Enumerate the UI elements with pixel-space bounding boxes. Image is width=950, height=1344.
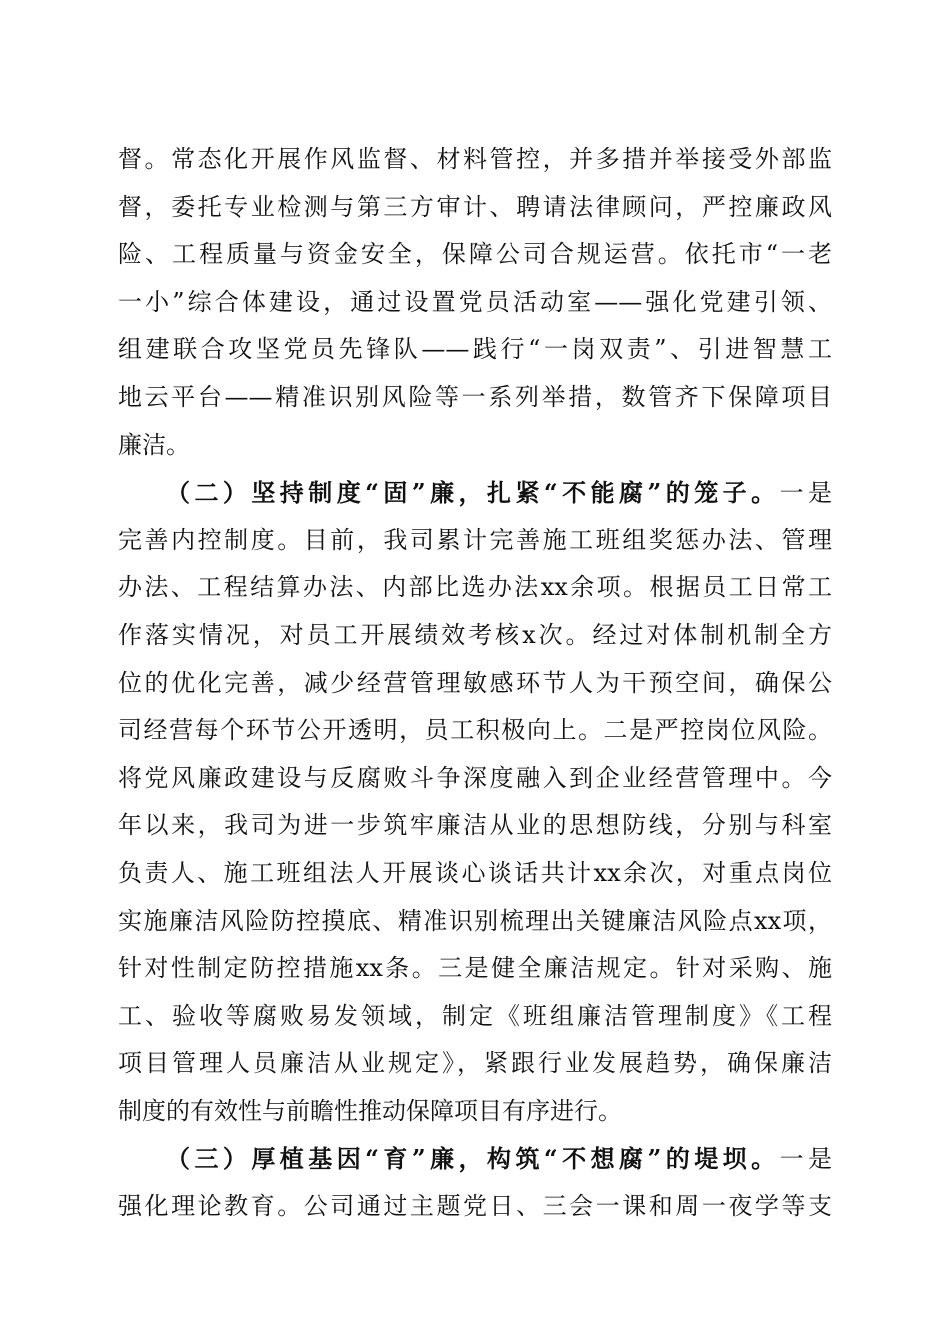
section-heading: （三）厚植基因“育”廉，构筑“不想腐”的堤坝。	[166, 1144, 780, 1174]
text-line: 地云平台——精准识别风险等一系列举措，数管齐下保障项目	[118, 382, 832, 411]
section-heading: （二）坚持制度“固”廉，扎紧“不能腐”的笼子。	[166, 478, 780, 508]
text-line: 司经营每个环节公开透明，员工积极向上。二是严控岗位风险。	[118, 716, 832, 745]
text-line: 位的优化完善，减少经营管理敏感环节人为干预空间，确保公	[118, 668, 832, 697]
text-line: 年以来，我司为进一步筑牢廉洁从业的思想防线，分别与科室	[118, 811, 832, 840]
text-line: 险、工程质量与资金安全，保障公司合规运营。依托市“一老	[118, 240, 832, 269]
text-line: 督。常态化开展作风监督、材料管控，并多措并举接受外部监	[118, 145, 832, 173]
text-line: 针对性制定防控措施xx条。三是健全廉洁规定。针对采购、施	[118, 954, 832, 983]
text-line: 办法、工程结算办法、内部比选办法xx余项。根据员工日常工	[118, 573, 832, 602]
text-line: 将党风廉政建设与反腐败斗争深度融入到企业经营管理中。今	[118, 763, 832, 792]
text-line: 督，委托专业检测与第三方审计、聘请法律顾问，严控廉政风	[118, 192, 832, 221]
text-line: 实施廉洁风险防控摸底、精准识别梳理出关键廉洁风险点xx项，	[118, 906, 832, 935]
text-line: 制度的有效性与前瞻性推动保障项目有序进行。	[118, 1096, 622, 1125]
text-line: 工、验收等腐败易发领域，制定《班组廉洁管理制度》《工程	[118, 1001, 832, 1030]
text-line: 完善内控制度。目前，我司累计完善施工班组奖惩办法、管理	[118, 525, 832, 554]
text-line: 组建联合攻坚党员先锋队——践行“一岗双责”、引进智慧工	[118, 335, 832, 364]
text-line: 作落实情况，对员工开展绩效考核x次。经过对体制机制全方	[118, 620, 832, 649]
text-fragment: 一是	[779, 1145, 833, 1174]
text-line: 项目管理人员廉洁从业规定》，紧跟行业发展趋势，确保廉洁	[118, 1049, 832, 1078]
text-line: 一小”综合体建设，通过设置党员活动室——强化党建引领、	[118, 287, 832, 316]
text-fragment: 一是	[779, 479, 833, 508]
text-line: 负责人、施工班组法人开展谈心谈话共计xx余次，对重点岗位	[118, 858, 832, 887]
section-heading-line	[118, 1135, 832, 1183]
text-line: 强化理论教育。公司通过主题党日、三会一课和周一夜学等支	[118, 1192, 832, 1221]
text-line: 廉洁。	[118, 430, 190, 459]
section-heading-line	[118, 469, 832, 517]
document-body	[118, 136, 832, 1231]
